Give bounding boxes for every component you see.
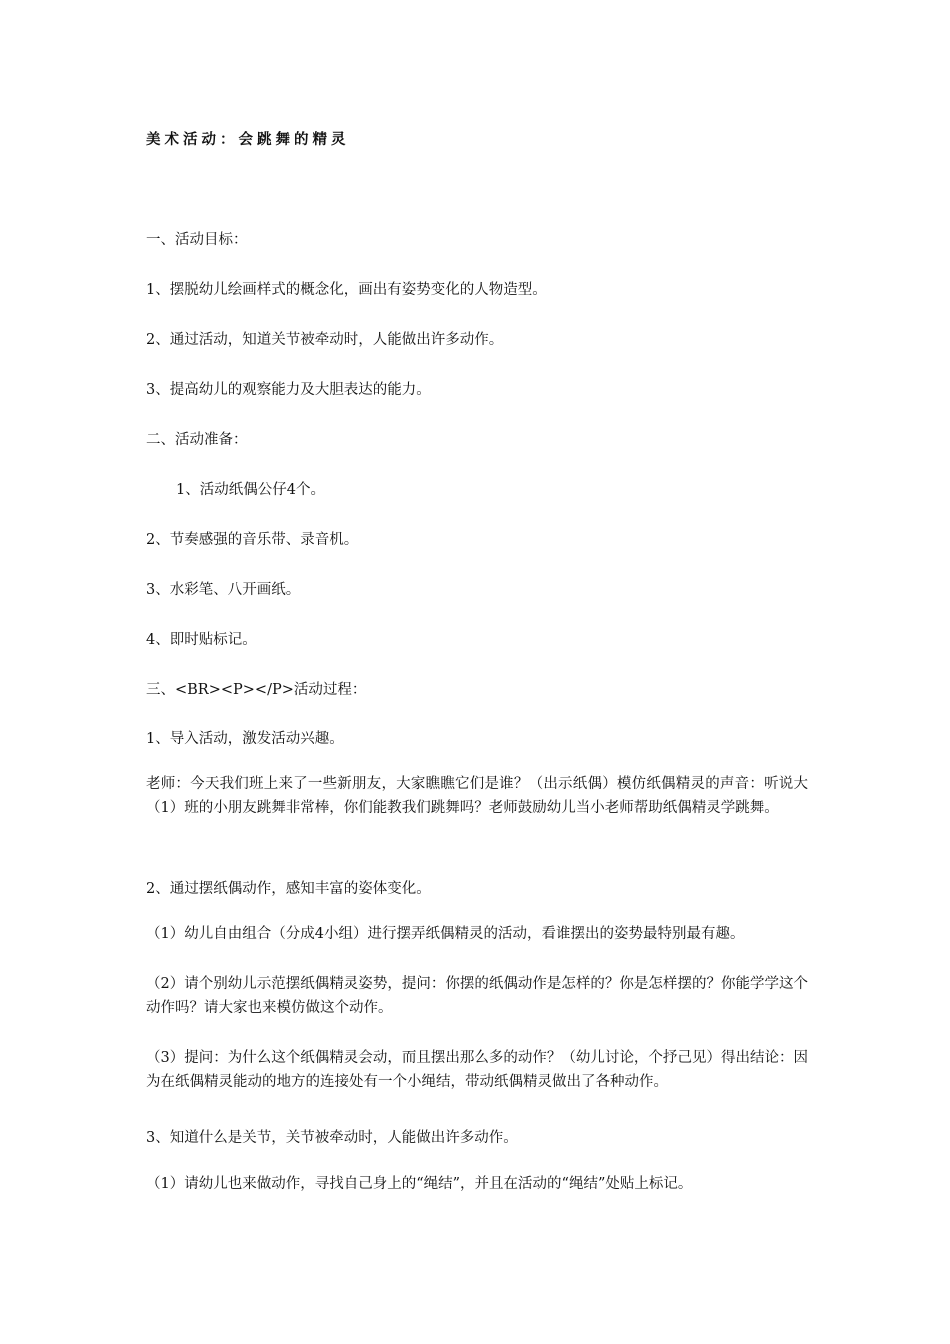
process-step-2: 2、通过摆纸偶动作，感知丰富的姿体变化。 [146,881,431,897]
process-substep-2: （2）请个别幼儿示范摆纸偶精灵姿势，提问：你摆的纸偶动作是怎样的？你是怎样摆的？你能学学这个动作吗？请大家也来模仿做这个动作。 [146,976,808,1016]
section-heading-goals: 一、活动目标： [146,232,248,248]
process-step-1: 1、导入活动，激发活动兴趣。 [146,731,344,747]
goal-item-2: 2、通过活动，知道关节被牵动时，人能做出许多动作。 [146,332,504,348]
section-heading-process: 三、<BR><P></P>活动过程： [146,682,367,698]
goal-item-3: 3、提高幼儿的观察能力及大胆表达的能力。 [146,382,431,398]
goal-item-1: 1、摆脱幼儿绘画样式的概念化，画出有姿势变化的人物造型。 [146,282,547,298]
process-step-3: 3、知道什么是关节，关节被牵动时，人能做出许多动作。 [146,1130,518,1146]
preparation-item-4: 4、即时贴标记。 [146,632,257,648]
process-substep-3: （3）提问：为什么这个纸偶精灵会动，而且摆出那么多的动作？（幼儿讨论，个抒己见）得出结论：因为在纸偶精灵能动的地方的连接处有一个小绳结，带动纸偶精灵做出了各种动作。 [146,1050,808,1090]
preparation-item-1: 1、活动纸偶公仔4个。 [176,482,325,498]
preparation-item-3: 3、水彩笔、八开画纸。 [146,582,301,598]
process-substep-1: （1）幼儿自由组合（分成4小组）进行摆弄纸偶精灵的活动，看谁摆出的姿势最特别最有趣。 [146,926,745,942]
section-heading-preparation: 二、活动准备： [146,432,248,448]
joint-substep-1: （1）请幼儿也来做动作，寻找自己身上的“绳结”，并且在活动的“绳结”处贴上标记。 [146,1176,693,1192]
preparation-item-2: 2、节奏感强的音乐带、录音机。 [146,532,359,548]
document-title: 美术活动：会跳舞的精灵 [146,132,350,148]
teacher-dialogue-paragraph: 老师：今天我们班上来了一些新朋友，大家瞧瞧它们是谁？（出示纸偶）模仿纸偶精灵的声音：听说大（1）班的小朋友跳舞非常棒，你们能教我们跳舞吗？老师鼓励幼儿当小老师帮助纸偶精灵学跳舞。 [146,776,808,816]
